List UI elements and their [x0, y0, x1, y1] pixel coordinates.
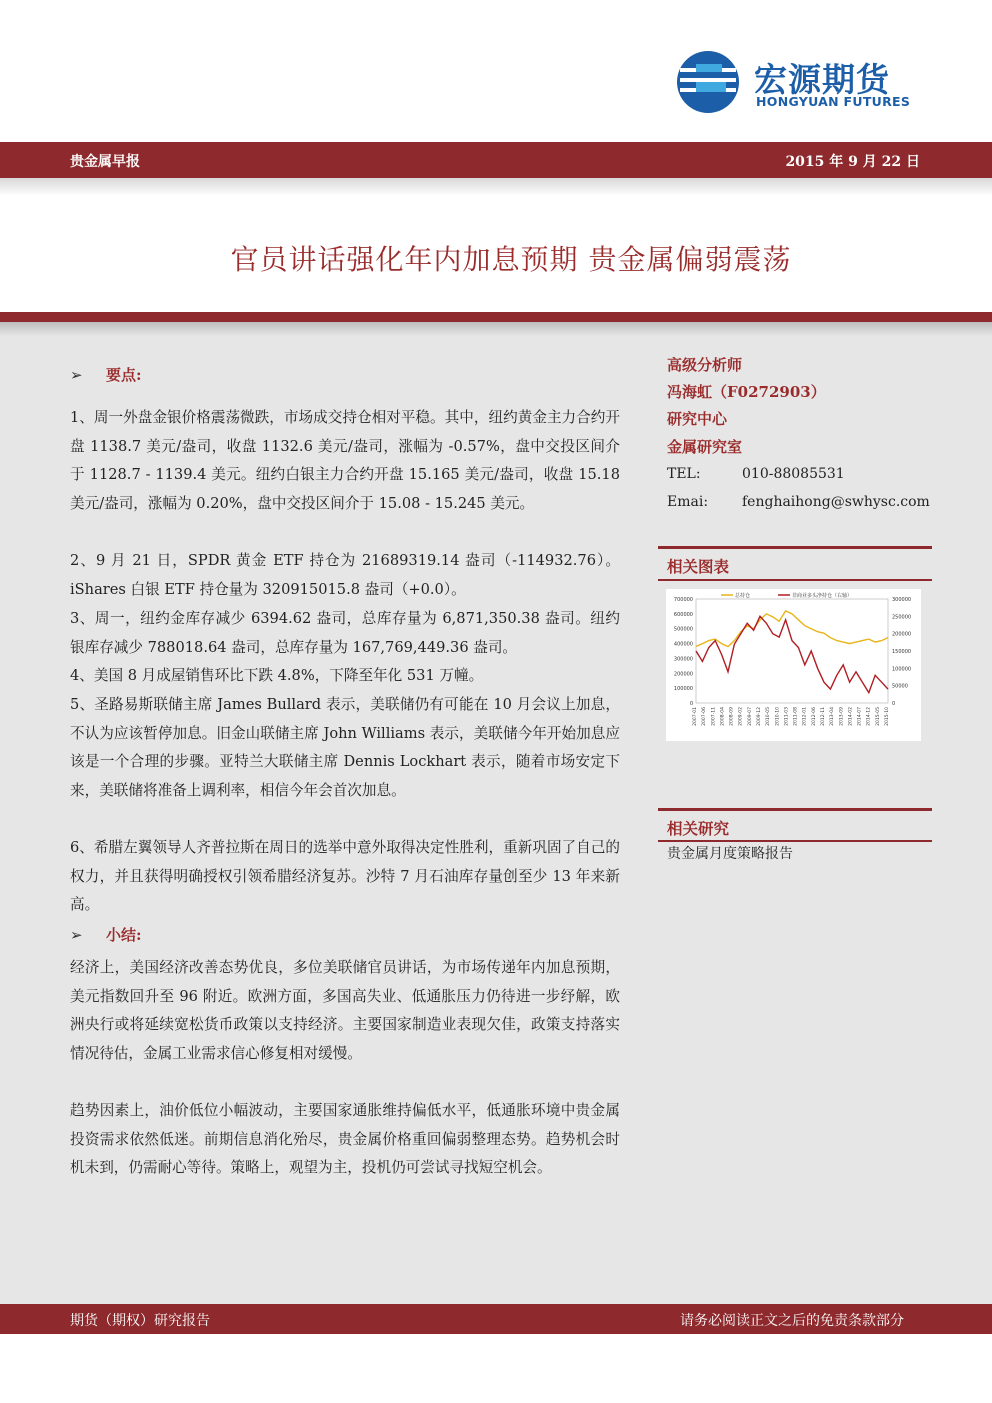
- x-tick-label: 2009-12: [757, 707, 762, 726]
- tel-value: 010-88085531: [742, 466, 845, 482]
- company-logo-icon: [676, 50, 740, 114]
- y-right-tick-label: 150000: [892, 649, 912, 655]
- x-tick-label: 2012-11: [821, 707, 826, 726]
- x-tick-label: 2010-05: [766, 707, 772, 726]
- analyst-name: 冯海虹（F0272903）: [667, 383, 826, 401]
- x-tick-label: 2008-09: [729, 707, 735, 726]
- content-area: [0, 336, 992, 1304]
- header-bar: [0, 142, 992, 178]
- x-tick-label: 2012-01: [802, 707, 808, 726]
- x-tick-label: 2007-11: [711, 707, 717, 726]
- logo-name-cn: 宏源期货: [754, 60, 890, 99]
- key-point-2: 2、9 月 21 日，SPDR 黄金 ETF 持仓为 21689319.14 盎司（-114932.76）。iShares 白银 ETF 持仓量为 320915015.8 盎司（+0.0）。: [70, 552, 620, 598]
- x-tick-label: 2009-07: [747, 707, 753, 726]
- x-tick-label: 2007-01: [693, 707, 698, 726]
- y-left-tick-label: 0: [689, 701, 693, 707]
- y-left-tick-label: 500000: [673, 626, 693, 633]
- y-left-tick-label: 600000: [673, 611, 693, 618]
- key-point-1: 1、周一外盘金银价格震荡微跌，市场成交持仓相对平稳。其中，纽约黄金主力合约开盘 1138.7 美元/盎司，收盘 1132.6 美元/盎司，涨幅为 -0.57%，盘中交投区间介于 1128.7 - 1139.4 美元。纽约白银主力合约开盘 15.165 美元/盎司，收盘 15.18 美元/盎司，涨幅为 0.20%，盘中交投区间介于 15.08 - 15.245 美元。: [70, 409, 620, 512]
- related-chart-heading: 相关图表: [658, 546, 932, 577]
- footer-disclaimer-text: 请务必阅读正文之后的免责条款部分: [680, 1313, 904, 1329]
- y-right-tick-label: 100000: [892, 666, 912, 673]
- y-right-tick-label: 200000: [892, 631, 912, 638]
- title-divider: [0, 312, 992, 322]
- x-tick-label: 2012-06: [811, 707, 817, 726]
- summary-paragraph-2: 趋势因素上，油价低位小幅波动，主要国家通胀维持偏低水平，低通胀环境中贵金属投资需求依然低迷。前期信息消化殆尽，贵金属价格重回偏弱整理态势。趋势机会时机未到，仍需耐心等待。策略上，观望为主，投机仍可尝试寻找短空机会。: [70, 1102, 620, 1177]
- y-left-tick-label: 200000: [673, 671, 693, 678]
- summary-heading-text: 小结:: [106, 926, 142, 944]
- key-point-5: 5、圣路易斯联储主席 James Bullard 表示，美联储仍有可能在 10 月会议上加息，不认为应该暂停加息。旧金山联储主席 John Williams 表示，美联储今年开始加息应该是一个合理的步骤。亚特兰大联储主席 Dennis Lockhart 表示，随着市场安定下来，美联储将准备上调利率，相信今年会首次加息。: [70, 696, 620, 799]
- y-right-tick-label: 250000: [892, 614, 912, 621]
- x-tick-label: 2014-02: [848, 707, 854, 726]
- y-left-tick-label: 100000: [673, 686, 693, 693]
- report-title: 官员讲话强化年内加息预期 贵金属偏弱震荡: [230, 243, 792, 276]
- x-tick-label: 2013-04: [830, 707, 836, 726]
- x-tick-label: 2007-06: [702, 707, 708, 726]
- email-value[interactable]: fenghaihong@swhysc.com: [742, 494, 930, 510]
- title-divider-shadow: [0, 322, 992, 336]
- x-tick-label: 2014-12: [866, 707, 872, 726]
- y-right-tick-label: 0: [892, 701, 896, 707]
- report-date: 2015 年 9 月 22 日: [785, 154, 920, 170]
- key-point-4: 4、美国 8 月成屋销售环比下跌 4.8%，下降至年化 531 万幢。: [70, 667, 484, 684]
- analyst-title: 高级分析师: [667, 356, 743, 374]
- x-tick-label: 2014-07: [857, 707, 863, 726]
- summary-paragraph-1: 经济上，美国经济改善态势优良，多位美联储官员讲话，为市场传递年内加息预期，美元指数回升至 96 附近。欧洲方面，多国高失业、低通胀压力仍待进一步纾解，欧洲央行或将延续宽松货币政策以支持经济。主要国家制造业表现欠佳，政策支持落实情况待估，金属工业需求信心修复相对缓慢。: [70, 959, 620, 1062]
- report-category: 贵金属早报: [70, 154, 140, 170]
- y-right-tick-label: 50000: [892, 683, 908, 690]
- related-research-heading-underline: [658, 840, 932, 842]
- related-chart-svg: [666, 589, 921, 741]
- key-point-3: 3、周一，纽约金库存减少 6394.62 盎司，总库存量为 6,871,350.38 盎司。纽约银库存减少 788018.64 盎司，总库存量为 167,769,449.36 盎司。: [70, 610, 620, 656]
- arrow-bullet-icon: ➢: [70, 366, 83, 384]
- x-tick-label: 2009-02: [738, 707, 744, 726]
- header-shadow: [0, 178, 992, 196]
- y-left-tick-label: 700000: [673, 597, 693, 603]
- x-tick-label: 2010-10: [775, 707, 781, 726]
- legend-label: 总持仓: [735, 593, 751, 599]
- summary-heading: [70, 924, 142, 945]
- analyst-dept-1: 研究中心: [667, 410, 728, 428]
- logo-name-en: HONGYUAN FUTURES: [756, 94, 911, 109]
- footer-left-text: 期货（期权）研究报告: [70, 1313, 210, 1329]
- y-left-tick-label: 300000: [673, 656, 693, 663]
- y-right-tick-label: 300000: [892, 597, 912, 603]
- analyst-dept-2: 金属研究室: [667, 438, 743, 456]
- key-point-6: 6、希腊左翼领导人齐普拉斯在周日的选举中意外取得决定性胜利，重新巩固了自己的权力，并且获得明确授权引领希腊经济复苏。沙特 7 月石油库存量创至少 13 年来新高。: [70, 839, 620, 914]
- series-line-2: [696, 616, 888, 692]
- x-tick-label: 2015-05: [875, 707, 881, 726]
- footer-bar: [0, 1304, 992, 1334]
- related-research-item[interactable]: 贵金属月度策略报告: [667, 846, 793, 862]
- key-points-heading: [70, 364, 142, 385]
- arrow-bullet-icon: ➢: [70, 926, 83, 944]
- x-tick-label: 2011-08: [793, 707, 799, 726]
- x-tick-label: 2011-03: [784, 707, 790, 726]
- x-tick-label: 2008-04: [720, 707, 726, 726]
- y-left-tick-label: 400000: [673, 641, 693, 648]
- email-label: Emai:: [667, 494, 709, 510]
- x-tick-label: 2013-09: [839, 707, 845, 726]
- x-tick-label: 2015-10: [885, 707, 890, 726]
- tel-label: TEL:: [667, 466, 701, 482]
- related-research-heading: 相关研究: [658, 808, 932, 839]
- related-chart: [666, 589, 921, 741]
- company-logo: [676, 46, 926, 116]
- key-points-heading-text: 要点:: [106, 366, 142, 384]
- legend-label: 非商业多头净持仓（右轴）: [792, 593, 853, 599]
- related-chart-heading-underline: [658, 579, 932, 581]
